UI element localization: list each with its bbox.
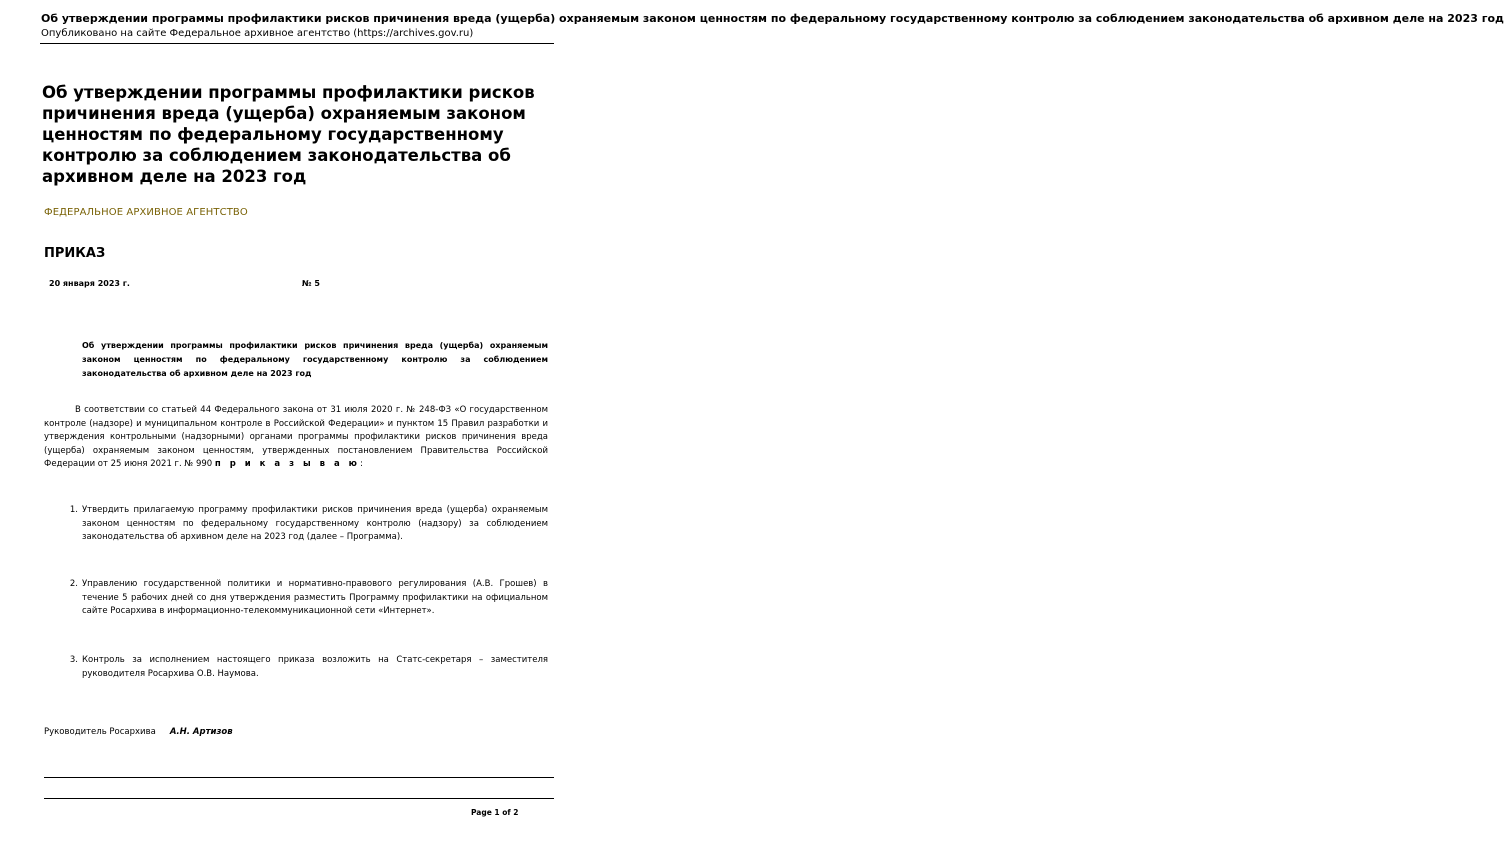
list-item-text: Управлению государственной политики и нормативно-правового регулирования (А.В. Грошев) в течение 5 рабочих дней со дня утверждения разместить Программу профилактики на официальном сайте Росархива в информационно-телекоммуникационной сети «Интернет».	[82, 579, 548, 616]
page-number: Page 1 of 2	[471, 808, 519, 817]
signature-name: А.Н. Артизов	[169, 727, 233, 737]
preamble-text: В соответствии со статьей 44 Федерального закона от 31 июля 2020 г. № 248-ФЗ «О государственном контроле (надзоре) и муниципальном контроле в Российской Федерации» и пунктом 15 Правил разработки и утверждения контрольными (надзорными) органами программы профилактики рисков причинения вреда (ущерба) охраняемым законом ценностям, утвержденных постановлением Правительства Российской Федерации от 25 июня 2021 г. № 990	[44, 405, 548, 469]
footer-divider-bottom	[44, 798, 554, 799]
order-heading: ПРИКАЗ	[44, 246, 106, 261]
footer-divider-top	[44, 777, 554, 778]
preamble-command: п р и к а з ы в а ю	[214, 459, 360, 469]
signature-block	[44, 727, 233, 737]
list-item-number: 2.	[69, 579, 78, 589]
list-item-text: Утвердить прилагаемую программу профилактики рисков причинения вреда (ущерба) охраняемым законом ценностям по федеральному государственному контролю (надзору) за соблюдением законодательства об архивном деле на 2023 год (далее – Программа).	[82, 505, 548, 542]
order-subject: Об утверждении программы профилактики рисков причинения вреда (ущерба) охраняемым законом ценностям по федеральному государственному контролю за соблюдением законодательства об архивном деле на 2023 год	[82, 341, 548, 378]
header-divider	[40, 43, 554, 44]
header-published-source: Опубликовано на сайте Федеральное архивное агентство (https://archives.gov.ru)	[41, 28, 474, 39]
document-title: Об утверждении программы профилактики рисков причинения вреда (ущерба) охраняемым законом ценностям по федеральному государственному контролю за соблюдением законодательства об архивном деле на 2023 год	[42, 83, 535, 186]
order-date: 20 января 2023 г.	[49, 279, 130, 288]
header-title: Об утверждении программы профилактики рисков причинения вреда (ущерба) охраняемым законом ценностям по федеральному государственному контролю за соблюдением законодательства об архивном деле на 2023 год	[41, 12, 1504, 25]
list-item-number: 3.	[69, 655, 78, 665]
agency-name: ФЕДЕРАЛЬНОЕ АРХИВНОЕ АГЕНТСТВО	[44, 207, 248, 218]
order-preamble	[44, 404, 548, 472]
list-item-number: 1.	[69, 505, 78, 515]
list-item	[62, 504, 548, 545]
preamble-end: :	[359, 459, 363, 469]
signature-role: Руководитель Росархива	[44, 727, 156, 737]
list-item	[62, 578, 548, 619]
list-item-text: Контроль за исполнением настоящего приказа возложить на Статс-секретаря – заместителя руководителя Росархива О.В. Наумова.	[82, 655, 548, 679]
order-number: № 5	[302, 279, 320, 288]
list-item	[62, 654, 548, 681]
